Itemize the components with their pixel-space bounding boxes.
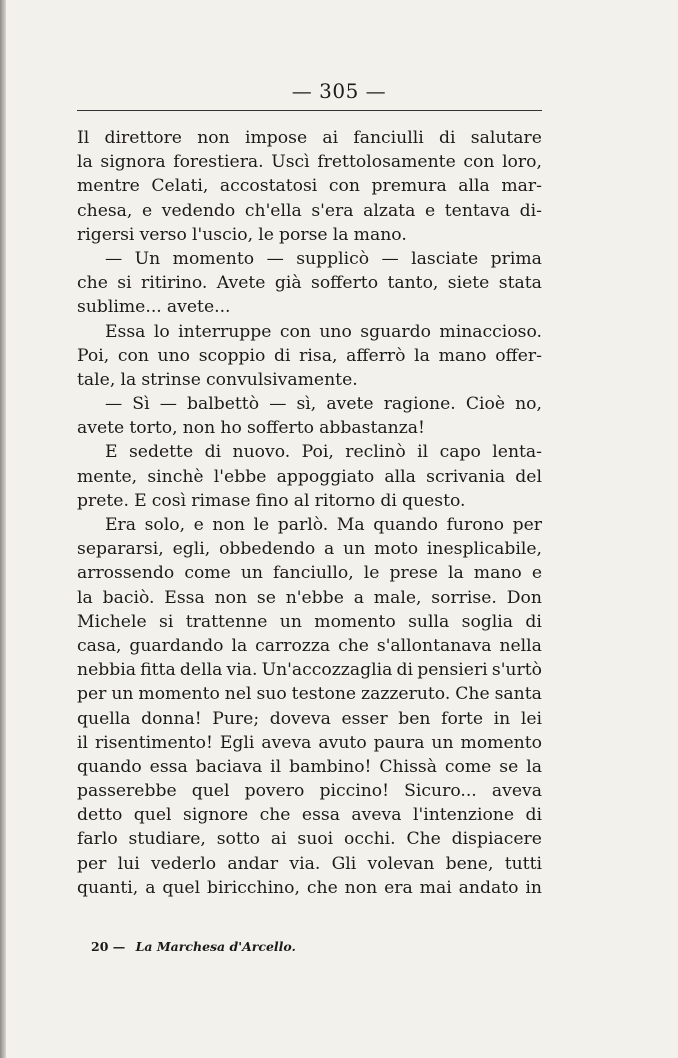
- text-line: che si ritirino. Avete già sofferto tanto, siete stata: [77, 273, 542, 294]
- signature-number: 20 —: [91, 939, 126, 954]
- text-line: prete. E così rimase fino al ritorno di questo.: [77, 490, 466, 511]
- text-line: mentre Celati, accostatosi con premura alla mar-: [77, 176, 542, 197]
- text-line: Michele si trattenne un momento sulla soglia di: [77, 611, 542, 632]
- text-line: sublime... avete...: [77, 297, 231, 318]
- text-line: Poi, con uno scoppio di risa, afferrò la mano offer-: [77, 345, 542, 366]
- text-line: rigersi verso l'uscio, le porse la mano.: [77, 224, 407, 245]
- text-line: detto quel signore che essa aveva l'intenzione di: [77, 805, 542, 826]
- text-line: nebbia fitta della via. Un'accozzaglia di pensieri s'urtò: [77, 660, 542, 681]
- text-line: avete torto, non ho sofferto abbastanza!: [77, 418, 425, 439]
- text-line: passerebbe quel povero piccino! Sicuro... aveva: [77, 781, 542, 802]
- text-line: tale, la strinse convulsivamente.: [77, 369, 358, 390]
- text-line: quando essa baciava il bambino! Chissà come se la: [77, 756, 542, 777]
- text-line: il risentimento! Egli aveva avuto paura un momento: [77, 732, 542, 753]
- page-binding-edge: [0, 0, 6, 1058]
- page-footer: [91, 939, 296, 954]
- text-line: casa, guardando la carrozza che s'allontanava nella: [77, 635, 542, 656]
- text-line: quanti, a quel biricchino, che non era mai andato in: [77, 877, 542, 898]
- text-line: per un momento nel suo testone zazzeruto. Che santa: [77, 684, 542, 705]
- text-line: la baciò. Essa non se n'ebbe a male, sorrise. Don: [77, 587, 542, 608]
- text-line: mente, sinchè l'ebbe appoggiato alla scrivania del: [77, 466, 542, 487]
- text-line: Il direttore non impose ai fanciulli di salutare: [77, 128, 542, 148]
- text-line: E sedette di nuovo. Poi, reclinò il capo lenta-: [105, 442, 542, 463]
- text-line: chesa, e vedendo ch'ella s'era alzata e tentava di-: [77, 200, 542, 221]
- header-rule: [77, 110, 542, 111]
- text-line: separarsi, egli, obbedendo a un moto inesplicabile,: [77, 539, 542, 560]
- footer-book-title: La Marchesa d'Arcello.: [135, 939, 296, 954]
- text-line: farlo studiare, sotto ai suoi occhi. Che dispiacere: [77, 829, 542, 850]
- text-line: arrossendo come un fanciullo, le prese la mano e: [77, 563, 542, 584]
- page-body-text: [77, 126, 542, 900]
- text-line: quella donna! Pure; doveva esser ben forte in lei: [77, 708, 542, 729]
- text-line: Era solo, e non le parlò. Ma quando furono per: [105, 515, 542, 535]
- text-line: Essa lo interruppe con uno sguardo minaccioso.: [105, 321, 542, 342]
- text-line: — Un momento — supplicò — lasciate prima: [105, 248, 542, 269]
- page-number: — 305 —: [291, 79, 387, 103]
- text-line: per lui vederlo andar via. Gli volevan bene, tutti: [77, 853, 542, 874]
- text-line: — Sì — balbettò — sì, avete ragione. Cioè no,: [105, 394, 542, 415]
- text-line: la signora forestiera. Uscì frettolosamente con loro,: [77, 152, 542, 173]
